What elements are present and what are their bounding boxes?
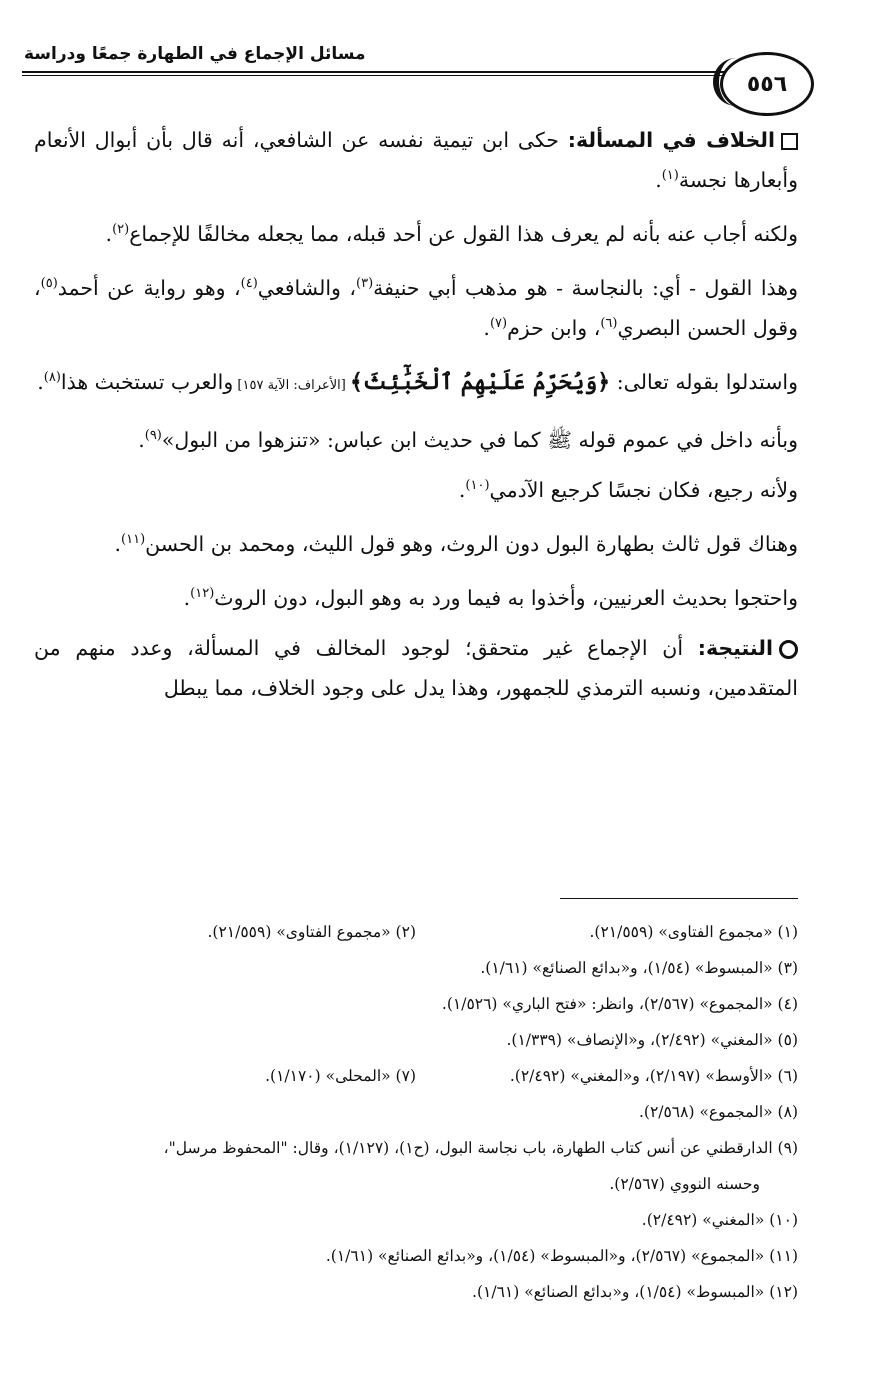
footnote-row: [34, 1058, 798, 1094]
paragraph-schools: وهذا القول - أي: بالنجاسة - هو مذهب أبي حنيفة$^{(٣)}$، والشافعي$^{(٤)}$، وهو رواية عن أحمد$^{(٥)}$، وقول الحسن البصري$^{(٦)}$، وابن حزم$^{(٧)}$.: [34, 276, 798, 340]
verse-citation: [الأعراف: الآية ١٥٧]: [233, 378, 350, 393]
paragraph-text: ولكنه أجاب عنه بأنه لم يعرف هذا القول عن أحد قبله، مما يجعله مخالفًا للإجماع: [129, 222, 798, 246]
paragraph-disagreement: الخلاف في المسألة: حكى ابن تيمية نفسه عن الشافعي، أنه قال بأن أبوال الأنعام وأبعارها نجسة$^{(١)}$.: [34, 128, 798, 192]
circle-bullet-icon: [779, 640, 798, 659]
footnote-ref: (١٢): [190, 586, 215, 602]
footnote-ref: (٩): [144, 428, 162, 444]
paragraph-text: أن الإجماع غير متحقق؛ لوجود المخالف في المسألة، وعدد منهم من المتقدمين، ونسبه الترمذي للجمهور، وهذا يدل على وجود الخلاف، مما يبطل: [34, 636, 798, 700]
footnote-ref: (١): [661, 168, 679, 184]
page-number-badge: [720, 52, 814, 116]
footnote-9: (٩) الدارقطني عن أنس كتاب الطهارة، باب نجاسة البول، (ح١)، (١/١٢٧)، وقال: "المحفوظ مرسل"،: [163, 1139, 798, 1157]
running-header-title: مسائل الإجماع في الطهارة جمعًا ودراسة: [24, 44, 366, 64]
footnote-9-continuation: وحسنه النووي (٢/٥٦٧).: [609, 1175, 760, 1193]
footnote-8: (٨) «المجموع» (٢/٥٦٨).: [638, 1103, 798, 1121]
footnote-ref: (١٠): [465, 478, 490, 494]
paragraph-answer: ولكنه أجاب عنه بأنه لم يعرف هذا القول عن أحد قبله، مما يجعله مخالفًا للإجماع$^{(٢)}$.: [105, 222, 798, 246]
paragraph-third-evidence: واحتجوا بحديث العرنيين، وأخذوا به فيما ورد به وهو البول، دون الروث$^{(١٢)}$.: [183, 586, 798, 610]
footnote-row: [34, 914, 798, 950]
page-number: ٥٥٦: [746, 71, 788, 97]
footnote-1: (١) «مجموع الفتاوى» (٢١/٥٥٩).: [589, 923, 798, 941]
quran-verse: ﴿وَيُحَرِّمُ عَلَيْهِمُ ٱلْخَبَٰٓئِثَ﴾: [349, 369, 611, 395]
footnote-12: (١٢) «المبسوط» (١/٥٤)، و«بدائع الصنائع» (١/٦١).: [472, 1283, 798, 1301]
header-rule: [22, 71, 766, 73]
footnote-ref: (٤): [240, 276, 258, 292]
footnote-ref: (٢): [112, 222, 130, 238]
footnote-ref: (٧): [489, 316, 508, 332]
paragraph-result: [34, 628, 798, 708]
footnote-ref: (٣): [356, 276, 374, 292]
footnote-10: (١٠) «المغني» (٢/٤٩٢).: [641, 1211, 798, 1229]
paragraph-evidence-hadith: وبأنه داخل في عموم قوله ﷺ كما في حديث ابن عباس: «تنزهوا من البول»$^{(٩)}$.: [138, 428, 798, 452]
section-heading-disagreement: الخلاف في المسألة:: [567, 128, 775, 152]
footnotes: [34, 914, 798, 1310]
paragraph-evidence-verse: واستدلوا بقوله تعالى: ﴿وَيُحَرِّمُ عَلَيْهِمُ ٱلْخَبَٰٓئِثَ﴾ [الأعراف: الآية ١٥٧] والعرب تستخبث هذا$^{(٨)}$.: [37, 369, 798, 395]
footnote-ref: (٥): [40, 276, 58, 292]
footnote-ref: (٨): [43, 370, 61, 386]
footnote-ref: (١١): [121, 532, 146, 548]
footnote-3: (٣) «المبسوط» (١/٥٤)، و«بدائع الصنائع» (١/٦١).: [480, 959, 798, 977]
square-bullet-icon: [781, 133, 798, 150]
paragraph-evidence-analogy: ولأنه رجيع، فكان نجسًا كرجيع الآدمي$^{(١٠)}$.: [458, 478, 798, 502]
footnote-ref: (٦): [600, 316, 618, 332]
footnote-separator: [560, 898, 798, 899]
paragraph-text: حكى ابن تيمية نفسه عن الشافعي، أنه قال بأن أبوال الأنعام وأبعارها نجسة: [34, 128, 798, 192]
section-heading-result: النتيجة:: [697, 636, 773, 660]
footnote-7: (٧) «المحلى» (١/١٧٠).: [265, 1067, 416, 1085]
footnote-11: (١١) «المجموع» (٢/٥٦٧)، و«المبسوط» (١/٥٤)، و«بدائع الصنائع» (١/٦١).: [325, 1247, 798, 1265]
footnote-2: (٢) «مجموع الفتاوى» (٢١/٥٥٩).: [207, 923, 416, 941]
header-rule-thin: [22, 75, 766, 76]
footnote-6: (٦) «الأوسط» (٢/١٩٧)، و«المغني» (٢/٤٩٢).: [509, 1067, 798, 1085]
paragraph-third-opinion: وهناك قول ثالث بطهارة البول دون الروث، وهو قول الليث، ومحمد بن الحسن$^{(١١)}$.: [114, 532, 798, 556]
main-text: [34, 120, 798, 722]
footnote-5: (٥) «المغني» (٢/٤٩٢)، و«الإنصاف» (١/٣٣٩).: [506, 1031, 798, 1049]
footnote-4: (٤) «المجموع» (٢/٥٦٧)، وانظر: «فتح الباري» (١/٥٢٦).: [441, 995, 798, 1013]
